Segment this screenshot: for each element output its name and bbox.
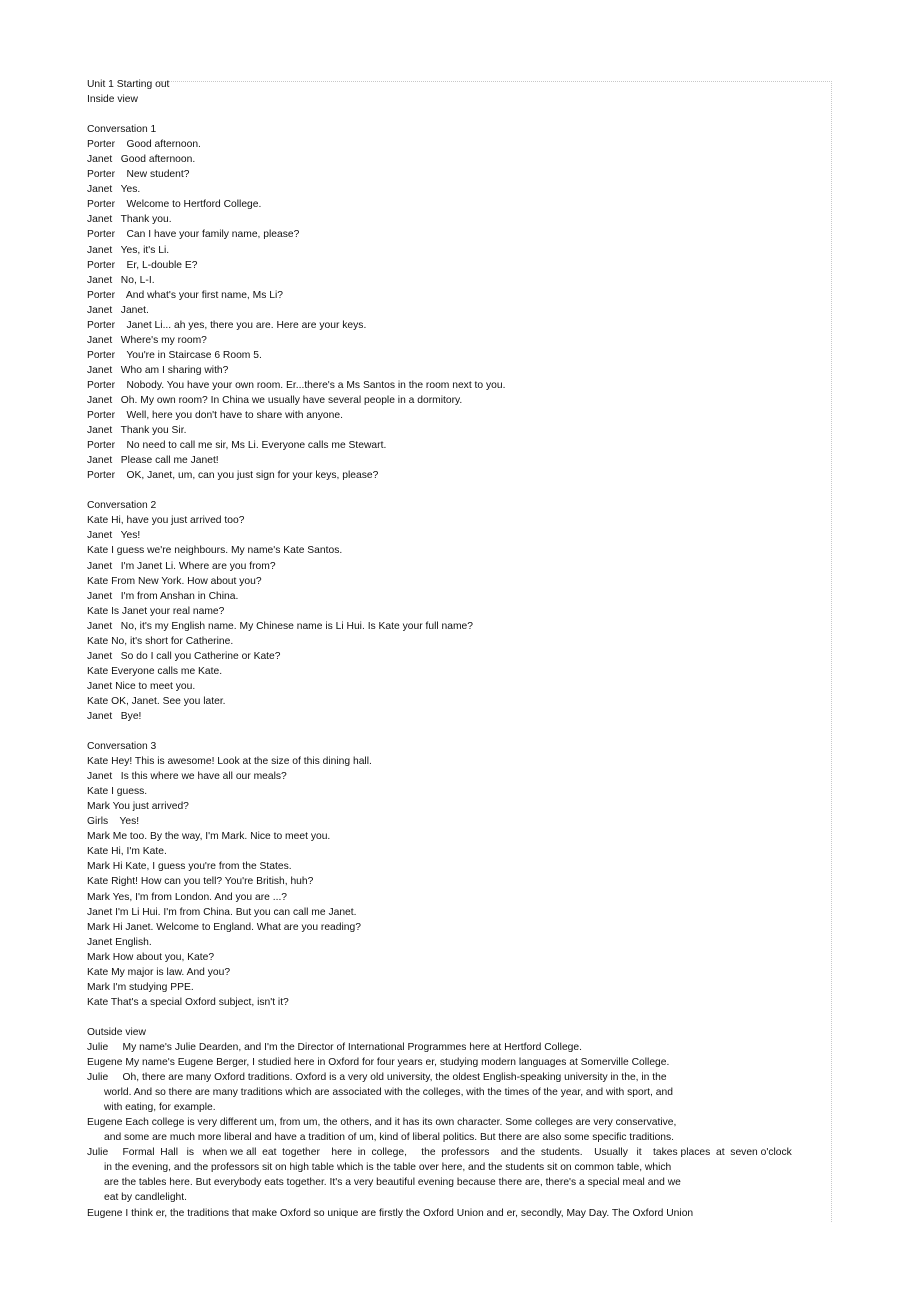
dialogue-text: Janet Li... ah yes, there you are. Here are your keys. <box>126 319 367 331</box>
dialogue-line <box>87 694 827 709</box>
dialogue-text: Hi Janet. Welcome to England. What are you reading? <box>112 921 361 933</box>
dialogue-line <box>87 890 827 905</box>
dialogue-line <box>87 844 827 859</box>
dialogue-line <box>87 528 827 543</box>
speaker-name: Janet <box>87 364 113 376</box>
dialogue-line <box>87 258 827 273</box>
document-body <box>87 77 827 1221</box>
dialogue-text: I'm Li Hui. I'm from China. But you can call me Janet. <box>115 906 357 918</box>
speaker-name: Porter <box>87 139 116 151</box>
dialogue-text: Oh. My own room? In China we usually have several people in a dormitory. <box>120 394 463 406</box>
speaker-name: Kate <box>87 846 109 858</box>
dialogue-text: Hi Kate, I guess you're from the States. <box>112 861 292 873</box>
dialogue-text: Yes! <box>119 816 140 828</box>
speaker-name: Porter <box>87 379 116 391</box>
dialogue-text: Nice to meet you. <box>115 680 196 692</box>
dialogue-text: You're in Staircase 6 Room 5. <box>126 349 262 361</box>
dialogue-line <box>87 980 827 995</box>
dialogue-text: No need to call me sir, Ms Li. Everyone calls me Stewart. <box>126 440 387 452</box>
dialogue-text: That's a special Oxford subject, isn't it? <box>110 996 289 1008</box>
dialogue-text: Who am I sharing with? <box>120 364 229 376</box>
dialogue-text: Right! How can you tell? You're British, huh? <box>111 876 314 888</box>
speaker-name: Kate <box>87 545 109 557</box>
speaker-name: Janet <box>87 425 113 437</box>
dialogue-text: Thank you. <box>120 214 172 226</box>
speaker-name: Janet <box>87 590 113 602</box>
transcript-text: My name's Eugene Berger, I studied here in Oxford for four years er, studying modern languages at Somerville College. <box>125 1057 670 1069</box>
conversation-3-title: Conversation 3 <box>87 741 157 753</box>
dialogue-line <box>87 769 827 784</box>
transcript-text: Formal Hall is when we all eat together here in college, the professors and the students. Usually it takes places at seven o'clock <box>122 1147 792 1159</box>
dialogue-line <box>87 288 827 303</box>
speaker-name: Mark <box>87 951 110 963</box>
transcript-text: My name's Julie Dearden, and I'm the Director of International Programmes here at Hertford College. <box>122 1042 582 1053</box>
speaker-name: Janet <box>87 304 113 316</box>
speaker-name: Porter <box>87 470 116 482</box>
dialogue-text: New student? <box>126 169 190 181</box>
transcript-text: eat by candlelight. <box>104 1192 188 1204</box>
dialogue-line <box>87 197 827 212</box>
speaker-name: Porter <box>87 229 116 241</box>
dialogue-text: Er, L-double E? <box>126 259 198 271</box>
speaker-name: Girls <box>87 816 109 828</box>
dialogue-line <box>87 574 827 589</box>
transcript-text: and some are much more liberal and have a tradition of um, kind of liberal politics. But there are also some specific traditions. <box>104 1132 675 1144</box>
dialogue-text: OK, Janet. See you later. <box>111 695 226 707</box>
dialogue-line <box>87 995 827 1010</box>
speaker-name: Mark <box>87 861 110 873</box>
dialogue-line <box>87 950 827 965</box>
speaker-name: Janet <box>87 274 113 286</box>
transcript-text: Each college is very different um, from um, the others, and it has its own character. Some colleges are very conservative, <box>125 1117 677 1129</box>
dialogue-line <box>87 438 827 453</box>
dialogue-text: Well, here you don't have to share with anyone. <box>126 410 343 422</box>
dialogue-text: You just arrived? <box>112 801 189 813</box>
speaker-name: Kate <box>87 575 109 587</box>
dialogue-line <box>87 874 827 889</box>
dialogue-line <box>87 212 827 227</box>
dialogue-text: I'm studying PPE. <box>112 981 194 993</box>
dialogue-text: Yes, I'm from London. And you are ...? <box>112 891 288 903</box>
speaker-name: Janet <box>87 394 113 406</box>
dialogue-line <box>87 543 827 558</box>
section-inside-view: Inside view <box>87 94 138 106</box>
dialogue-line <box>87 423 827 438</box>
dialogue-line <box>87 243 827 258</box>
speaker-name: Eugene <box>87 1057 123 1069</box>
dialogue-text: Yes. <box>120 184 141 196</box>
dialogue-text: OK, Janet, um, can you just sign for your keys, please? <box>126 470 379 482</box>
dialogue-text: Me too. By the way, I'm Mark. Nice to meet you. <box>112 831 331 843</box>
speaker-name: Janet <box>87 530 113 542</box>
dialogue-text: No, it's short for Catherine. <box>111 635 234 647</box>
dialogue-text: From New York. How about you? <box>111 575 262 587</box>
conversation-3 <box>87 754 827 1010</box>
dialogue-line <box>87 273 827 288</box>
transcript-text: I think er, the traditions that make Oxford so unique are firstly the Oxford Union and er, secondly, May Day. The Oxford Union <box>125 1207 694 1219</box>
dialogue-text: My major is law. And you? <box>111 966 231 978</box>
speaker-name: Kate <box>87 786 109 798</box>
dialogue-text: Hi, have you just arrived too? <box>111 515 245 527</box>
dialogue-text: Hey! This is awesome! Look at the size of this dining hall. <box>111 756 372 768</box>
transcript-text: in the evening, and the professors sit on high table which is the table over here, and the students sit on common table, which <box>104 1162 672 1174</box>
speaker-name: Kate <box>87 695 109 707</box>
dialogue-text: Hi, I'm Kate. <box>111 846 167 858</box>
dialogue-line <box>87 754 827 769</box>
dialogue-line <box>87 363 827 378</box>
transcript-line <box>87 1145 827 1160</box>
speaker-name: Janet <box>87 710 113 722</box>
dialogue-line <box>87 619 827 634</box>
dialogue-text: Good afternoon. <box>126 139 201 151</box>
dialogue-line <box>87 664 827 679</box>
speaker-name: Kate <box>87 665 109 677</box>
dialogue-text: How about you, Kate? <box>112 951 215 963</box>
speaker-name: Janet <box>87 680 113 692</box>
conversation-2 <box>87 513 827 724</box>
dialogue-line <box>87 182 827 197</box>
dialogue-line <box>87 559 827 574</box>
dialogue-line <box>87 453 827 468</box>
speaker-name: Janet <box>87 334 113 346</box>
dialogue-line <box>87 920 827 935</box>
conversation-1-title: Conversation 1 <box>87 124 157 136</box>
transcript-line <box>87 1100 827 1115</box>
dialogue-text: I'm from Anshan in China. <box>120 590 239 602</box>
transcript-line <box>87 1190 827 1205</box>
dialogue-text: No, L-I. <box>120 274 155 286</box>
speaker-name: Mark <box>87 891 110 903</box>
dialogue-text: Everyone calls me Kate. <box>111 665 223 677</box>
dialogue-line <box>87 408 827 423</box>
dialogue-text: Thank you Sir. <box>120 425 187 437</box>
unit-title: Unit 1 Starting out <box>87 79 170 90</box>
speaker-name: Kate <box>87 996 109 1008</box>
speaker-name: Kate <box>87 756 109 768</box>
dialogue-line <box>87 303 827 318</box>
dialogue-text: Is Janet your real name? <box>111 605 225 617</box>
dialogue-text: I'm Janet Li. Where are you from? <box>120 560 276 572</box>
transcript-text: with eating, for example. <box>104 1102 216 1114</box>
speaker-name: Porter <box>87 349 116 361</box>
transcript-line <box>87 1085 827 1100</box>
speaker-name: Kate <box>87 966 109 978</box>
conversation-1 <box>87 137 827 483</box>
dialogue-text: And what's your first name, Ms Li? <box>125 289 283 301</box>
dialogue-text: Please call me Janet! <box>120 455 219 467</box>
speaker-name: Janet <box>87 906 113 918</box>
dialogue-line <box>87 829 827 844</box>
speaker-name: Janet <box>87 184 113 196</box>
speaker-name: Kate <box>87 876 109 888</box>
speaker-name: Porter <box>87 259 116 271</box>
dialogue-text: I guess we're neighbours. My name's Kate Santos. <box>111 545 343 557</box>
dialogue-text: No, it's my English name. My Chinese name is Li Hui. Is Kate your full name? <box>120 620 474 632</box>
dialogue-line <box>87 589 827 604</box>
transcript-line <box>87 1055 827 1070</box>
conversation-2-title: Conversation 2 <box>87 500 157 512</box>
dialogue-line <box>87 935 827 950</box>
section-outside-view: Outside view <box>87 1026 146 1038</box>
transcript-text: are the tables here. But everybody eats together. It's a very beautiful evening because there are, there's a special meal and we <box>104 1177 681 1189</box>
dialogue-line <box>87 167 827 182</box>
dialogue-text: So do I call you Catherine or Kate? <box>120 650 281 662</box>
dialogue-text: Bye! <box>120 710 142 722</box>
speaker-name: Mark <box>87 801 110 813</box>
speaker-name: Mark <box>87 981 110 993</box>
transcript-line <box>87 1115 827 1130</box>
speaker-name: Julie <box>87 1072 109 1084</box>
dialogue-text: Yes! <box>120 530 141 542</box>
speaker-name: Janet <box>87 620 113 632</box>
speaker-name: Eugene <box>87 1117 123 1129</box>
transcript-text: world. And so there are many traditions which are associated with the colleges, with the times of the year, and with sport, and <box>104 1087 673 1099</box>
speaker-name: Janet <box>87 560 113 572</box>
dialogue-line <box>87 814 827 829</box>
speaker-name: Mark <box>87 831 110 843</box>
dialogue-line <box>87 348 827 363</box>
speaker-name: Mark <box>87 921 110 933</box>
speaker-name: Janet <box>87 936 113 948</box>
dialogue-text: Good afternoon. <box>120 154 196 166</box>
dialogue-line <box>87 468 827 483</box>
speaker-name: Janet <box>87 650 113 662</box>
dialogue-line <box>87 634 827 649</box>
speaker-name: Kate <box>87 515 109 527</box>
dialogue-text: Welcome to Hertford College. <box>126 199 262 211</box>
dialogue-line <box>87 152 827 167</box>
dialogue-text: Is this where we have all our meals? <box>120 771 287 783</box>
speaker-name: Porter <box>87 289 116 301</box>
dialogue-line <box>87 393 827 408</box>
dialogue-line <box>87 784 827 799</box>
dialogue-line <box>87 333 827 348</box>
transcript-line <box>87 1160 827 1175</box>
transcript-text: Oh, there are many Oxford traditions. Oxford is a very old university, the oldest English-speaking university in the, in the <box>122 1072 667 1084</box>
dialogue-text: I guess. <box>111 786 148 798</box>
dialogue-text: Janet. <box>120 304 149 316</box>
dialogue-line <box>87 378 827 393</box>
speaker-name: Eugene <box>87 1207 123 1219</box>
dialogue-text: Nobody. You have your own room. Er...there's a Ms Santos in the room next to you. <box>126 379 506 391</box>
dialogue-line <box>87 799 827 814</box>
speaker-name: Porter <box>87 319 116 331</box>
transcript-line <box>87 1175 827 1190</box>
speaker-name: Julie <box>87 1042 109 1053</box>
speaker-name: Porter <box>87 169 116 181</box>
speaker-name: Janet <box>87 214 113 226</box>
transcript-line <box>87 1070 827 1085</box>
speaker-name: Julie <box>87 1147 109 1159</box>
speaker-name: Porter <box>87 410 116 422</box>
transcript-line <box>87 1130 827 1145</box>
speaker-name: Janet <box>87 244 113 256</box>
dialogue-line <box>87 965 827 980</box>
speaker-name: Janet <box>87 455 113 467</box>
dialogue-line <box>87 859 827 874</box>
speaker-name: Kate <box>87 605 109 617</box>
speaker-name: Janet <box>87 154 113 166</box>
dialogue-line <box>87 137 827 152</box>
dialogue-line <box>87 709 827 724</box>
outside-view-transcript <box>87 1040 827 1221</box>
dialogue-text: Can I have your family name, please? <box>126 229 300 241</box>
dialogue-line <box>87 905 827 920</box>
dialogue-line <box>87 649 827 664</box>
speaker-name: Porter <box>87 440 116 452</box>
transcript-line <box>87 1040 827 1055</box>
dialogue-line <box>87 227 827 242</box>
dialogue-line <box>87 679 827 694</box>
speaker-name: Kate <box>87 635 109 647</box>
dialogue-line <box>87 604 827 619</box>
dialogue-text: Yes, it's Li. <box>120 244 170 256</box>
dialogue-text: English. <box>115 936 152 948</box>
dialogue-line <box>87 318 827 333</box>
dialogue-text: Where's my room? <box>120 334 207 346</box>
speaker-name: Janet <box>87 771 113 783</box>
speaker-name: Porter <box>87 199 116 211</box>
dialogue-line <box>87 513 827 528</box>
transcript-line <box>87 1206 827 1221</box>
